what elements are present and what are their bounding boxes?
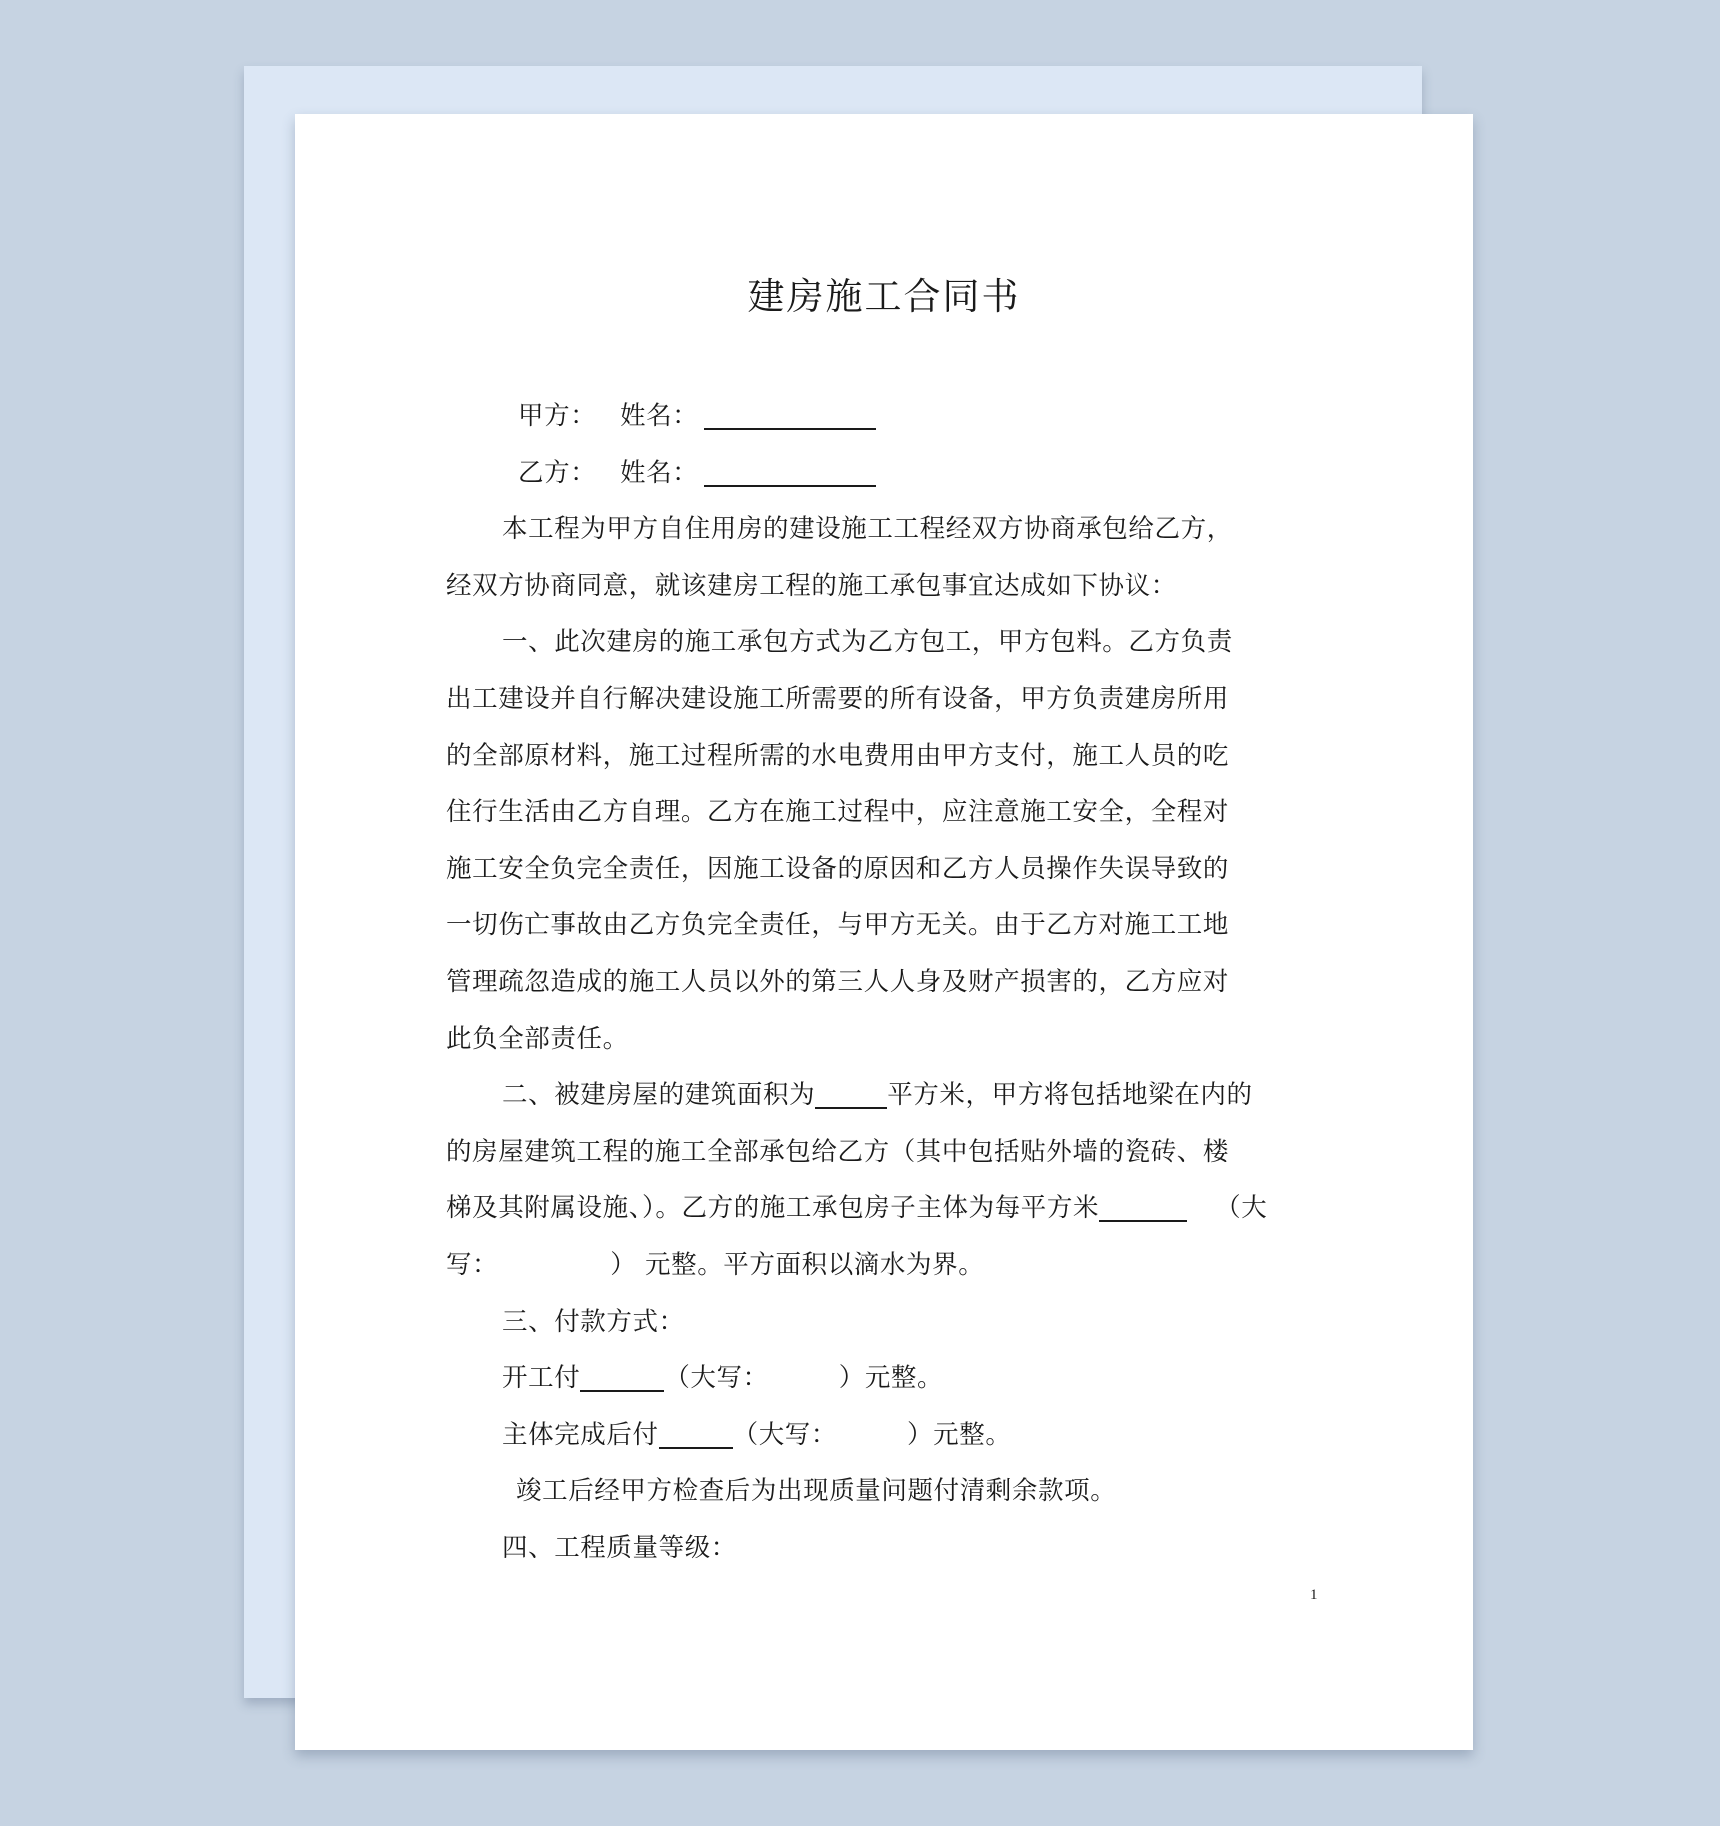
payment-main-line (446, 1407, 1326, 1464)
document-body (446, 388, 1326, 1576)
party-a-name-blank[interactable] (704, 398, 876, 430)
clause2-text: 梯及其附属设施、）。乙方的施工承包房子主体为每平方米 (446, 1193, 1100, 1224)
clause2-line (446, 1237, 1326, 1294)
payment-final-line: 竣工后经甲方检查后为出现质量问题付清剩余款项。 (516, 1476, 1117, 1507)
clause1-line: 住行生活由乙方自理。乙方在施工过程中，应注意施工安全，全程对 (446, 797, 1230, 828)
party-b-label: 乙方： (518, 457, 597, 488)
unit-price-blank[interactable] (1099, 1190, 1187, 1222)
party-b-line (446, 445, 1326, 502)
clause1-line: 的全部原材料，施工过程所需的水电费用由甲方支付，施工人员的吃 (446, 740, 1230, 771)
payment-text: ）元整。 (907, 1419, 1012, 1450)
party-a-line (446, 388, 1326, 445)
payment-text: 主体完成后付 (502, 1419, 659, 1450)
main-payment-blank[interactable] (659, 1417, 733, 1449)
payment-text: ）元整。 (838, 1363, 944, 1394)
document-page (295, 114, 1473, 1750)
clause2-line (446, 1067, 1326, 1124)
payment-text: 开工付 (502, 1363, 581, 1394)
clause1-line: 施工安全负完全责任，因施工设备的原因和乙方人员操作失误导致的 (446, 853, 1230, 884)
clause1-line: 此负全部责任。 (446, 1023, 629, 1054)
clause2-line (446, 1180, 1326, 1237)
party-a-name-label: 姓名： (620, 401, 699, 431)
party-a-label: 甲方： (518, 401, 597, 431)
clause4-heading: 四、工程质量等级： (502, 1532, 737, 1563)
clause2-text: ） 元整。平方面积以滴水为界。 (610, 1249, 985, 1280)
clause2-text: （大 (1215, 1193, 1268, 1224)
clause1-line: 一、此次建房的施工承包方式为乙方包工，甲方包料。乙方负责 (502, 627, 1233, 658)
payment-text: （大写： (664, 1363, 769, 1394)
clause2-text: 二、被建房屋的建筑面积为 (502, 1080, 816, 1111)
page-number: 1 (1310, 1587, 1318, 1603)
building-area-blank[interactable] (815, 1077, 887, 1109)
clause1-line: 一切伤亡事故由乙方负完全责任，与甲方无关。由于乙方对施工工地 (446, 910, 1230, 941)
intro-line: 经双方协商同意，就该建房工程的施工承包事宜达成如下协议： (446, 570, 1177, 601)
clause2-line: 的房屋建筑工程的施工全部承包给乙方（其中包括贴外墙的瓷砖、楼 (446, 1136, 1230, 1167)
clause3-heading: 三、付款方式： (502, 1306, 685, 1337)
clause1-line: 出工建设并自行解决建设施工所需要的所有设备，甲方负责建房所用 (446, 683, 1230, 714)
party-b-name-blank[interactable] (704, 455, 876, 487)
payment-text: （大写： (732, 1419, 838, 1450)
start-payment-blank[interactable] (580, 1360, 664, 1392)
clause1-line: 管理疏忽造成的施工人员以外的第三人人身及财产损害的，乙方应对 (446, 966, 1230, 997)
clause2-text: 平方米，甲方将包括地梁在内的 (887, 1080, 1253, 1111)
intro-line: 本工程为甲方自住用房的建设施工工程经双方协商承包给乙方， (502, 514, 1233, 545)
party-b-name-label: 姓名： (620, 457, 699, 488)
payment-start-line (446, 1350, 1326, 1407)
clause2-text: 写： (446, 1249, 499, 1280)
page-title: 建房施工合同书 (747, 275, 1021, 318)
